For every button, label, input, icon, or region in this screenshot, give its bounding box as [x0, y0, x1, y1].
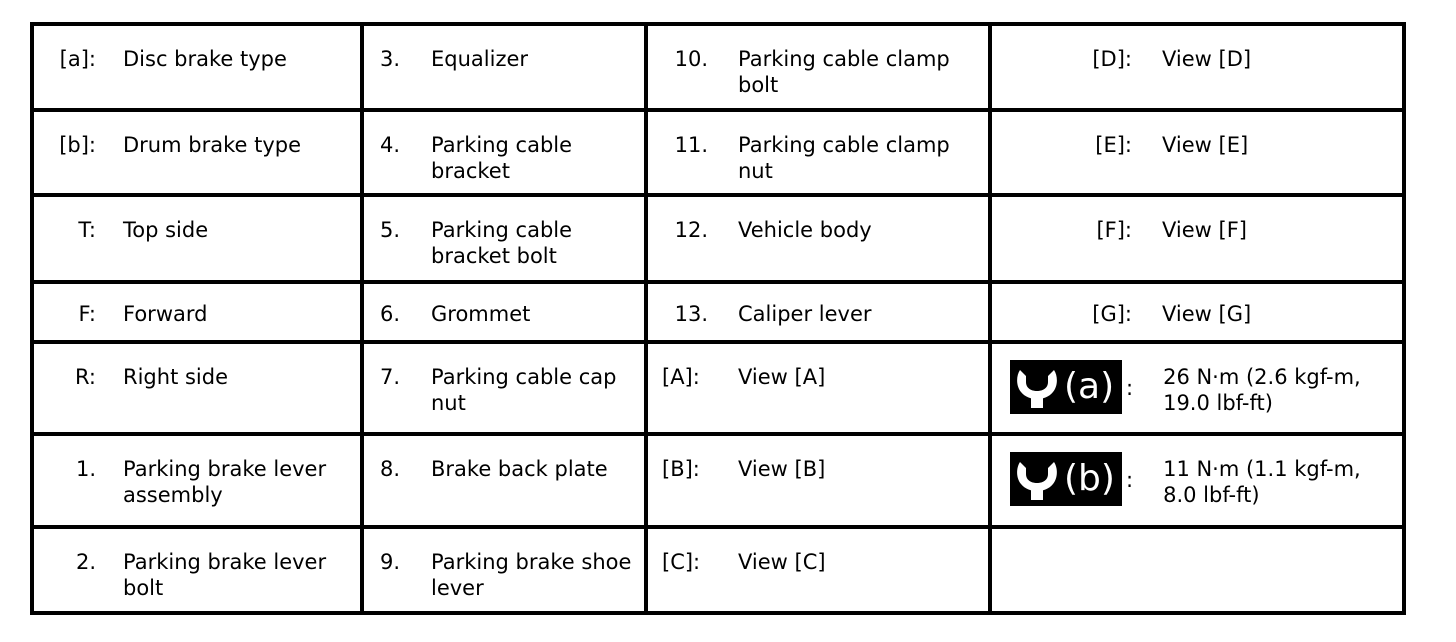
legend-key: 5.	[380, 217, 401, 242]
legend-key: 12.	[674, 217, 708, 242]
torque-cell	[990, 434, 1404, 526]
legend-key: 10.	[674, 47, 708, 71]
legend-key: R:	[74, 365, 96, 390]
legend-desc: Vehicle body	[738, 217, 872, 242]
empty-cell	[990, 527, 1404, 613]
legend-cell	[990, 282, 1404, 342]
legend-key: [E]:	[1095, 133, 1132, 158]
legend-row	[32, 434, 1404, 526]
legend-cell	[646, 342, 990, 434]
legend-row	[32, 342, 1404, 434]
torque-cell	[990, 342, 1404, 434]
legend-key: [A]:	[662, 365, 700, 390]
legend-desc: Parking cable bracket	[431, 133, 573, 184]
legend-cell	[362, 434, 646, 526]
legend-desc: Caliper lever	[738, 301, 872, 326]
legend-desc: Drum brake type	[123, 133, 301, 158]
legend-row	[32, 527, 1404, 613]
legend-cell	[32, 195, 362, 282]
legend-desc: Right side	[123, 365, 228, 390]
legend-key: 9.	[380, 549, 401, 574]
legend-desc: Parking cable bracket bolt	[431, 217, 573, 268]
legend-key: 4.	[380, 133, 401, 158]
legend-cell	[32, 282, 362, 342]
legend-cell	[362, 110, 646, 194]
legend-desc: Parking brake shoe lever	[431, 549, 632, 600]
legend-desc: Forward	[123, 301, 208, 326]
torque-value-line: 26 N·m (2.6 kgf-m,	[1163, 365, 1361, 390]
legend-key: [B]:	[662, 457, 700, 482]
legend-key: 3.	[380, 47, 401, 71]
legend-cell	[646, 24, 990, 110]
legend-key: 13.	[674, 301, 708, 326]
legend-key: 8.	[380, 457, 401, 482]
legend-desc: Equalizer	[431, 47, 529, 71]
legend-cell	[646, 527, 990, 613]
legend-cell	[362, 527, 646, 613]
legend-cell	[646, 110, 990, 194]
legend-row	[32, 110, 1404, 194]
legend-key: 6.	[380, 301, 401, 326]
legend-desc: Parking brake lever bolt	[123, 549, 327, 600]
legend-desc: Parking cable cap nut	[431, 365, 617, 416]
legend-row	[32, 282, 1404, 342]
legend-desc: Top side	[123, 217, 209, 242]
legend-key: 7.	[380, 365, 401, 390]
torque-colon: :	[1126, 468, 1134, 493]
parts-legend-table	[30, 22, 1406, 615]
legend-desc: View [D]	[1162, 47, 1252, 71]
wrench-icon	[1012, 362, 1062, 412]
legend-cell	[990, 195, 1404, 282]
legend-key: [a]:	[59, 47, 96, 71]
torque-letter: (a)	[1064, 366, 1115, 408]
legend-key: 1.	[75, 457, 96, 482]
legend-desc: View [C]	[738, 549, 826, 574]
legend-row	[32, 195, 1404, 282]
legend-key: [b]:	[59, 133, 96, 158]
legend-desc: Brake back plate	[431, 457, 608, 482]
legend-cell	[32, 24, 362, 110]
legend-desc: Disc brake type	[123, 47, 287, 71]
legend-cell	[646, 195, 990, 282]
legend-cell	[646, 434, 990, 526]
torque-value-line: 11 N·m (1.1 kgf-m,	[1163, 457, 1361, 482]
legend-cell	[32, 527, 362, 613]
legend-key: [D]:	[1092, 47, 1132, 71]
legend-cell	[362, 195, 646, 282]
legend-key: [C]:	[662, 549, 701, 574]
legend-cell	[32, 342, 362, 434]
legend-desc: View [E]	[1162, 133, 1249, 158]
torque-colon: :	[1126, 376, 1134, 401]
wrench-icon	[1012, 454, 1062, 504]
legend-desc: Parking cable clamp bolt	[738, 47, 950, 97]
legend-cell	[32, 434, 362, 526]
legend-desc: View [G]	[1162, 301, 1252, 326]
legend-desc: View [B]	[738, 457, 826, 482]
torque-badge-a	[1010, 360, 1122, 414]
torque-value	[1163, 454, 1361, 508]
legend-desc: View [A]	[738, 365, 826, 390]
legend-cell	[362, 342, 646, 434]
legend-key: 11.	[674, 133, 708, 158]
legend-cell	[362, 24, 646, 110]
legend-key: 2.	[75, 549, 96, 574]
legend-cell	[32, 110, 362, 194]
legend-key: [G]:	[1092, 301, 1132, 326]
torque-badge-b	[1010, 452, 1122, 506]
legend-desc: Grommet	[431, 301, 531, 326]
legend-cell	[362, 282, 646, 342]
legend-cell	[990, 24, 1404, 110]
legend-row	[32, 24, 1404, 110]
legend-key: T:	[78, 217, 96, 242]
legend-desc: View [F]	[1162, 217, 1247, 242]
legend-cell	[646, 282, 990, 342]
torque-letter: (b)	[1064, 458, 1115, 500]
legend-desc: Parking cable clamp nut	[738, 133, 950, 184]
legend-desc: Parking brake lever assembly	[123, 457, 327, 508]
torque-value-line: 19.0 lbf-ft)	[1163, 391, 1273, 416]
legend-cell	[990, 110, 1404, 194]
legend-key: F:	[78, 301, 96, 326]
torque-value-line: 8.0 lbf-ft)	[1163, 483, 1260, 508]
torque-value	[1163, 362, 1361, 416]
legend-key: [F]:	[1096, 217, 1132, 242]
